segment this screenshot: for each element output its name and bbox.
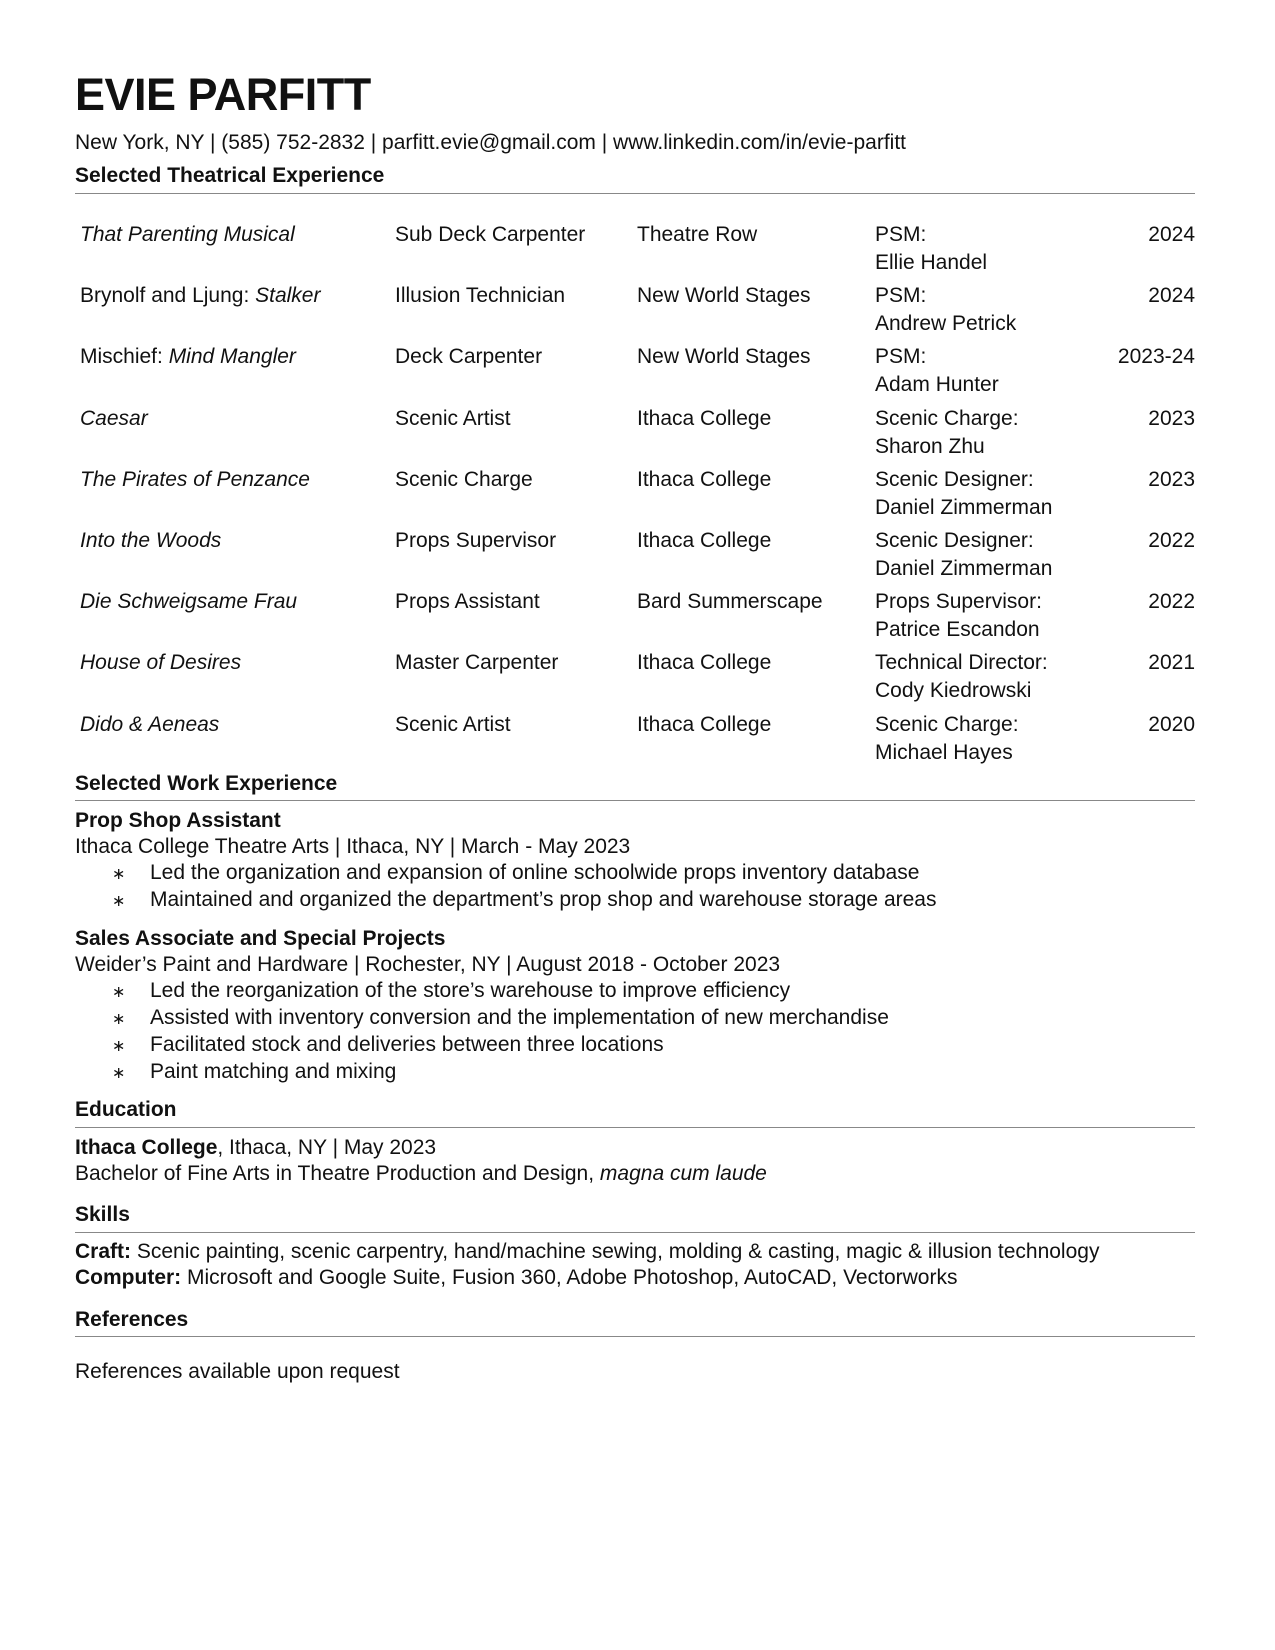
role: Illusion Technician (395, 284, 566, 308)
show-title: That Parenting Musical (80, 223, 295, 246)
supervisor: PSM: Andrew Petrick (875, 284, 1017, 336)
section-title-theatrical: Selected Theatrical Experience (75, 164, 385, 187)
table-row (75, 588, 1195, 648)
bullet-icon: ∗ (112, 1011, 126, 1028)
section-title-work: Selected Work Experience (75, 772, 338, 795)
list-item: ∗ Maintained and organized the department’s prop shop and warehouse storage areas (75, 886, 936, 913)
supervisor: Scenic Charge: Michael Hayes (875, 712, 1019, 764)
table-row (75, 711, 1195, 771)
year: 2023 (1148, 467, 1195, 491)
school-name: Ithaca College (75, 1136, 218, 1159)
job-bullets (75, 859, 936, 913)
section-divider (75, 1127, 1195, 1128)
bullet-icon: ∗ (112, 984, 126, 1001)
table-row (75, 405, 1195, 465)
venue: Theatre Row (637, 223, 758, 246)
venue: Ithaca College (637, 529, 772, 552)
show-title: Caesar (80, 406, 148, 430)
list-item: ∗ Facilitated stock and deliveries between three locations (75, 1031, 889, 1058)
references-text: References available upon request (75, 1360, 400, 1383)
show-title: Into the Woods (80, 529, 222, 552)
bullet-icon: ∗ (112, 1038, 126, 1055)
supervisor: Props Supervisor: Patrice Escandon (875, 590, 1042, 642)
job-title: Sales Associate and Special Projects (75, 927, 446, 950)
job-bullets (75, 977, 889, 1085)
section-title-references: References (75, 1308, 189, 1331)
year: 2021 (1148, 651, 1195, 675)
year: 2022 (1148, 529, 1195, 552)
role: Props Assistant (395, 590, 540, 614)
supervisor: Technical Director: Cody Kiedrowski (875, 651, 1048, 703)
year: 2023-24 (1117, 345, 1195, 369)
section-divider (75, 800, 1195, 801)
venue: Bard Summerscape (637, 590, 823, 614)
table-row (75, 527, 1195, 587)
venue: New World Stages (637, 284, 811, 308)
venue: New World Stages (637, 345, 811, 369)
section-title-education: Education (75, 1098, 177, 1121)
section-title-skills: Skills (75, 1203, 130, 1226)
table-row (75, 282, 1195, 342)
role: Scenic Charge (395, 467, 533, 491)
contact-info: New York, NY | (585) 752-2832 | parfitt.evie@gmail.com | www.linkedin.com/in/evie-parfitt (75, 131, 906, 154)
year: 2024 (1148, 223, 1195, 246)
year: 2024 (1148, 284, 1195, 308)
section-divider (75, 1232, 1195, 1233)
skills-craft-line: Craft: Scenic painting, scenic carpentry, hand/machine sewing, molding & casting, magic & illusion technology (75, 1240, 1100, 1263)
resume-page (75, 0, 1195, 1650)
role: Props Supervisor (395, 529, 557, 552)
bullet-icon: ∗ (112, 866, 126, 883)
supervisor: Scenic Designer: Daniel Zimmerman (875, 529, 1053, 580)
job-meta: Ithaca College Theatre Arts | Ithaca, NY | March - May 2023 (75, 835, 631, 858)
year: 2022 (1148, 590, 1195, 614)
supervisor: Scenic Designer: Daniel Zimmerman (875, 467, 1053, 519)
list-item: ∗ Assisted with inventory conversion and the implementation of new merchandise (75, 1004, 889, 1031)
bullet-icon: ∗ (112, 1065, 126, 1082)
honors: magna cum laude (599, 1162, 767, 1185)
list-item: ∗ Led the organization and expansion of online schoolwide props inventory database (75, 859, 936, 886)
show-title: Dido & Aeneas (80, 712, 220, 736)
role: Scenic Artist (395, 406, 511, 430)
job-title: Prop Shop Assistant (75, 809, 281, 832)
job-meta: Weider’s Paint and Hardware | Rochester, NY | August 2018 - October 2023 (75, 953, 781, 976)
table-row (75, 649, 1195, 709)
table-row (75, 466, 1195, 526)
venue: Ithaca College (637, 651, 772, 675)
list-item: ∗ Led the reorganization of the store’s warehouse to improve efficiency (75, 977, 889, 1004)
list-item: ∗ Paint matching and mixing (75, 1058, 889, 1085)
role: Scenic Artist (395, 712, 511, 736)
role: Deck Carpenter (395, 345, 543, 369)
supervisor: PSM: Ellie Handel (875, 223, 988, 274)
show-title: House of Desires (80, 651, 242, 675)
show-title: Brynolf and Ljung: Stalker (80, 284, 321, 308)
bullet-icon: ∗ (112, 893, 126, 910)
venue: Ithaca College (637, 712, 772, 736)
skills-computer-line: Computer: Microsoft and Google Suite, Fusion 360, Adobe Photoshop, AutoCAD, Vectorworks (75, 1266, 958, 1289)
show-title: Die Schweigsame Frau (80, 590, 298, 614)
year: 2020 (1148, 712, 1195, 736)
section-divider (75, 193, 1195, 194)
supervisor: Scenic Charge: Sharon Zhu (875, 406, 1019, 458)
education-school-line: Ithaca College, Ithaca, NY | May 2023 (75, 1136, 437, 1159)
show-title: The Pirates of Penzance (80, 467, 310, 491)
table-row (75, 343, 1195, 403)
show-title: Mischief: Mind Mangler (80, 345, 296, 369)
venue: Ithaca College (637, 406, 772, 430)
year: 2023 (1148, 406, 1195, 430)
role: Sub Deck Carpenter (395, 223, 586, 246)
table-row (75, 221, 1195, 281)
role: Master Carpenter (395, 651, 559, 675)
supervisor: PSM: Adam Hunter (875, 345, 999, 397)
education-degree-line: Bachelor of Fine Arts in Theatre Production and Design, magna cum laude (75, 1162, 767, 1185)
candidate-name: EVIE PARFITT (75, 69, 371, 120)
venue: Ithaca College (637, 467, 772, 491)
section-divider (75, 1336, 1195, 1337)
